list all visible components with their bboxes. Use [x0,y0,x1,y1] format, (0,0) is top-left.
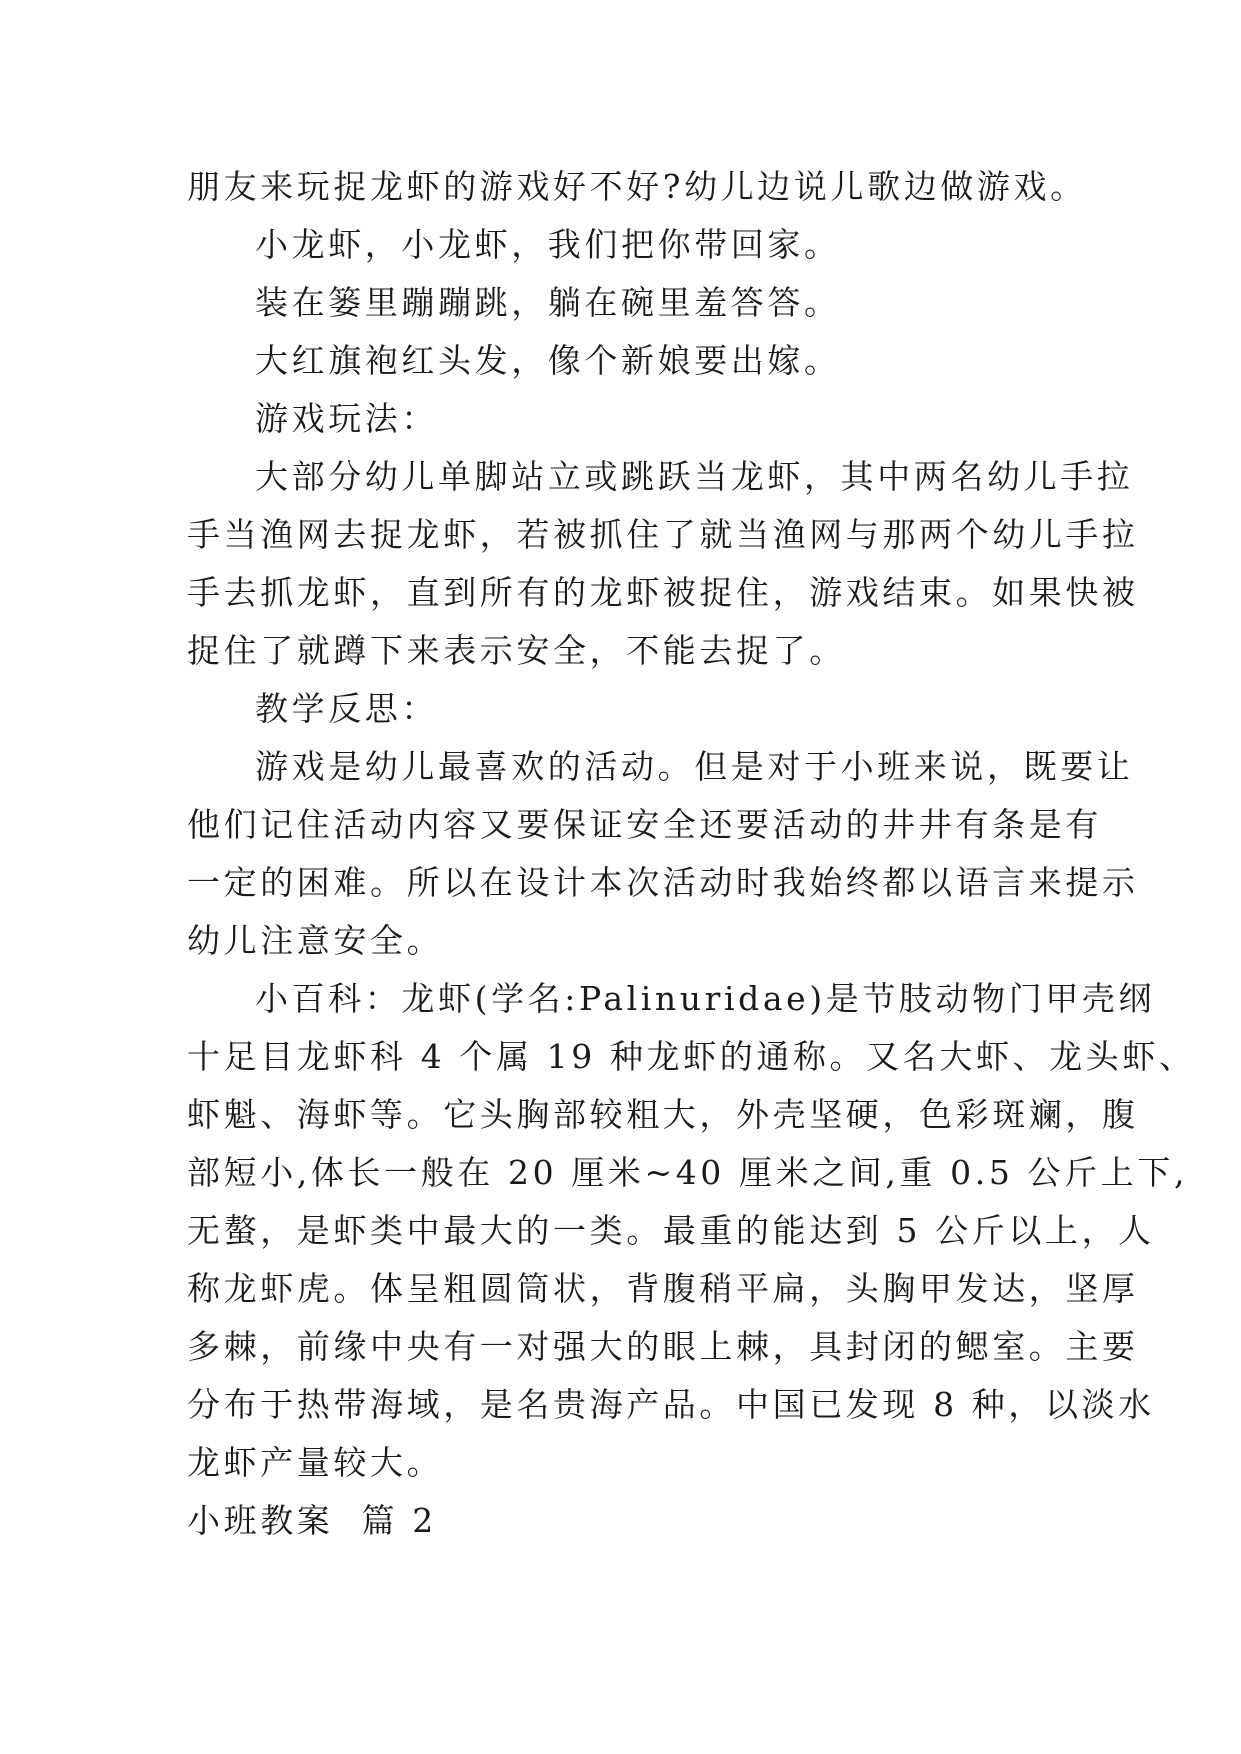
paragraph-line: 朋友来玩捉龙虾的游戏好不好?幼儿边说儿歌边做游戏。 [187,167,1087,206]
paragraph-line: 一定的困难。所以在设计本次活动时我始终都以语言来提示 [187,863,1139,902]
section-heading: 教学反思： [255,689,438,728]
paragraph-line: 十足目龙虾科 4 个属 19 种龙虾的通称。又名大虾、龙头虾、 [187,1037,1196,1076]
section-heading: 游戏玩法： [255,399,438,438]
paragraph-line: 手当渔网去捉龙虾，若被抓住了就当渔网与那两个幼儿手拉 [187,515,1139,554]
paragraph-line: 捉住了就蹲下来表示安全，不能去捉了。 [187,631,846,670]
paragraph-line: 游戏是幼儿最喜欢的活动。但是对于小班来说，既要让 [255,747,1134,786]
document-page [187,158,1196,1550]
paragraph-line: 虾魁、海虾等。它头胸部较粗大，外壳坚硬，色彩斑斓，腹 [187,1095,1139,1134]
paragraph-line: 他们记住活动内容又要保证安全还要活动的井井有条是有 [187,805,1102,844]
paragraph-line: 分布于热带海域，是名贵海产品。中国已发现 8 种，以淡水 [187,1385,1155,1424]
paragraph-line: 部短小,体长一般在 20 厘米~40 厘米之间,重 0.5 公斤上下, [187,1153,1189,1192]
rhyme-line: 装在篓里蹦蹦跳，躺在碗里羞答答。 [255,283,841,322]
paragraph-line: 龙虾产量较大。 [187,1443,444,1482]
paragraph-line: 无螯，是虾类中最大的一类。最重的能达到 5 公斤以上，人 [187,1211,1155,1250]
section-title: 小班教案 篇 2 [187,1501,437,1540]
paragraph-line: 幼儿注意安全。 [187,921,444,960]
paragraph-line: 大部分幼儿单脚站立或跳跃当龙虾，其中两名幼儿手拉 [255,457,1134,496]
paragraph-line: 称龙虾虎。体呈粗圆筒状，背腹稍平扁，头胸甲发达，坚厚 [187,1269,1139,1308]
rhyme-line: 大红旗袍红头发，像个新娘要出嫁。 [255,341,841,380]
paragraph-line: 多棘，前缘中央有一对强大的眼上棘，具封闭的鳃室。主要 [187,1327,1139,1366]
paragraph-line: 小百科：龙虾(学名:Palinuridae)是节肢动物门甲壳纲 [255,979,1156,1018]
rhyme-line: 小龙虾，小龙虾，我们把你带回家。 [255,225,841,264]
paragraph-line: 手去抓龙虾，直到所有的龙虾被捉住，游戏结束。如果快被 [187,573,1139,612]
